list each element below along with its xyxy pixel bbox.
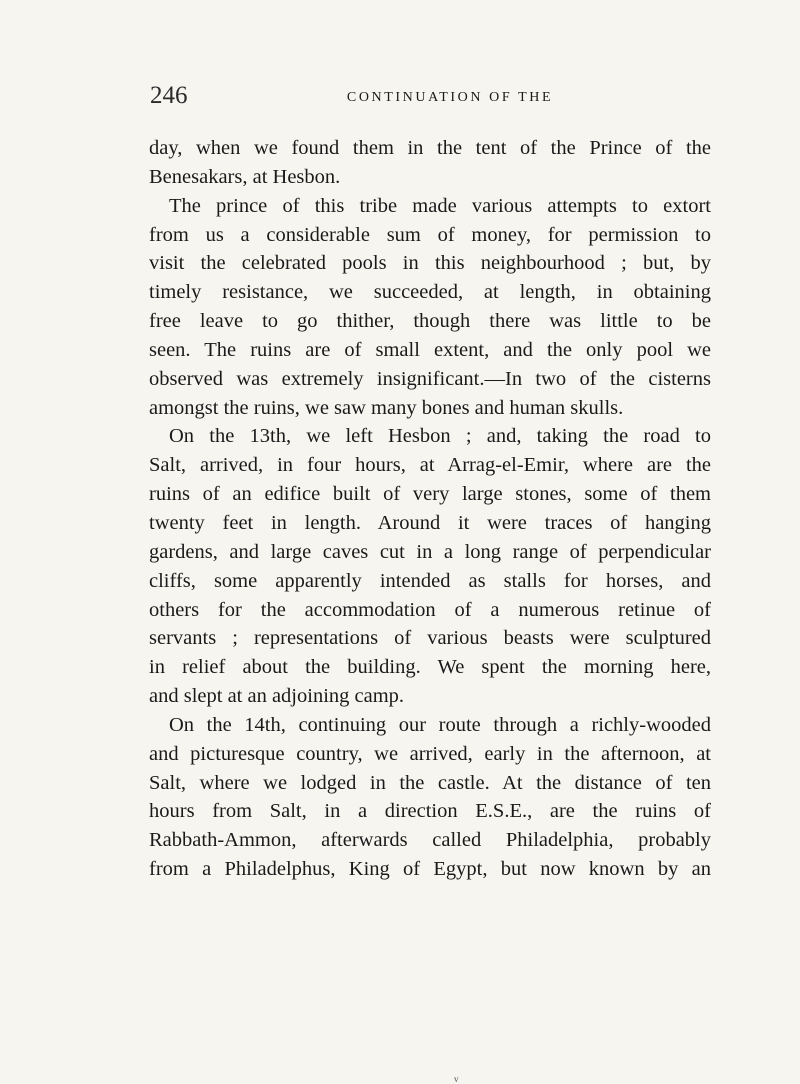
text-line: timely resistance, we succeeded, at length, in obtaining [149,281,711,304]
text-line: in relief about the building. We spent the morning here, [149,656,711,679]
text-line: from a Philadelphus, King of Egypt, but now known by an [149,858,711,881]
text-line: On the 14th, continuing our route through a richly-wooded [169,713,711,736]
text-line: Salt, where we lodged in the castle. At the distance of ten [149,771,711,794]
text-line: cliffs, some apparently intended as stalls for horses, and [149,569,711,592]
text-line: twenty feet in length. Around it were traces of hanging [149,511,711,534]
text-line: observed was extremely insignificant.—In two of the cisterns [149,367,711,390]
text-line: Rabbath-Ammon, afterwards called Philadelphia, probably [149,829,711,852]
text-line: gardens, and large caves cut in a long range of perpendicular [149,540,711,563]
text-line: and picturesque country, we arrived, early in the afternoon, at [149,742,711,765]
text-line: and slept at an adjoining camp. [149,685,405,708]
running-title: CONTINUATION OF THE [346,90,554,105]
text-line: Benesakars, at Hesbon. [149,165,341,188]
text-line: hours from Salt, in a direction E.S.E., are the ruins of [149,800,711,823]
text-line: others for the accommodation of a numerous retinue of [149,598,711,621]
text-line: On the 13th, we left Hesbon ; and, taking the road to [169,425,711,448]
text-line: seen. The ruins are of small extent, and the only pool we [149,338,711,361]
text-line: servants ; representations of various beasts were sculptured [149,627,711,650]
running-head [150,82,710,112]
text-line: The prince of this tribe made various attempts to extort [169,194,711,217]
text-line: from us a considerable sum of money, for permission to [149,223,711,246]
text-line: visit the celebrated pools in this neighbourhood ; but, by [149,252,711,275]
page-number: 246 [150,82,188,109]
text-line: ruins of an edifice built of very large stones, some of them [149,483,711,506]
text-line: free leave to go thither, though there was little to be [149,310,711,333]
signature-mark: v [454,1074,459,1084]
body-text [149,134,711,884]
text-line: Salt, arrived, in four hours, at Arrag-el-Emir, where are the [149,454,711,477]
text-line: day, when we found them in the tent of the Prince of the [149,137,711,159]
text-line: amongst the ruins, we saw many bones and human skulls. [149,396,624,419]
